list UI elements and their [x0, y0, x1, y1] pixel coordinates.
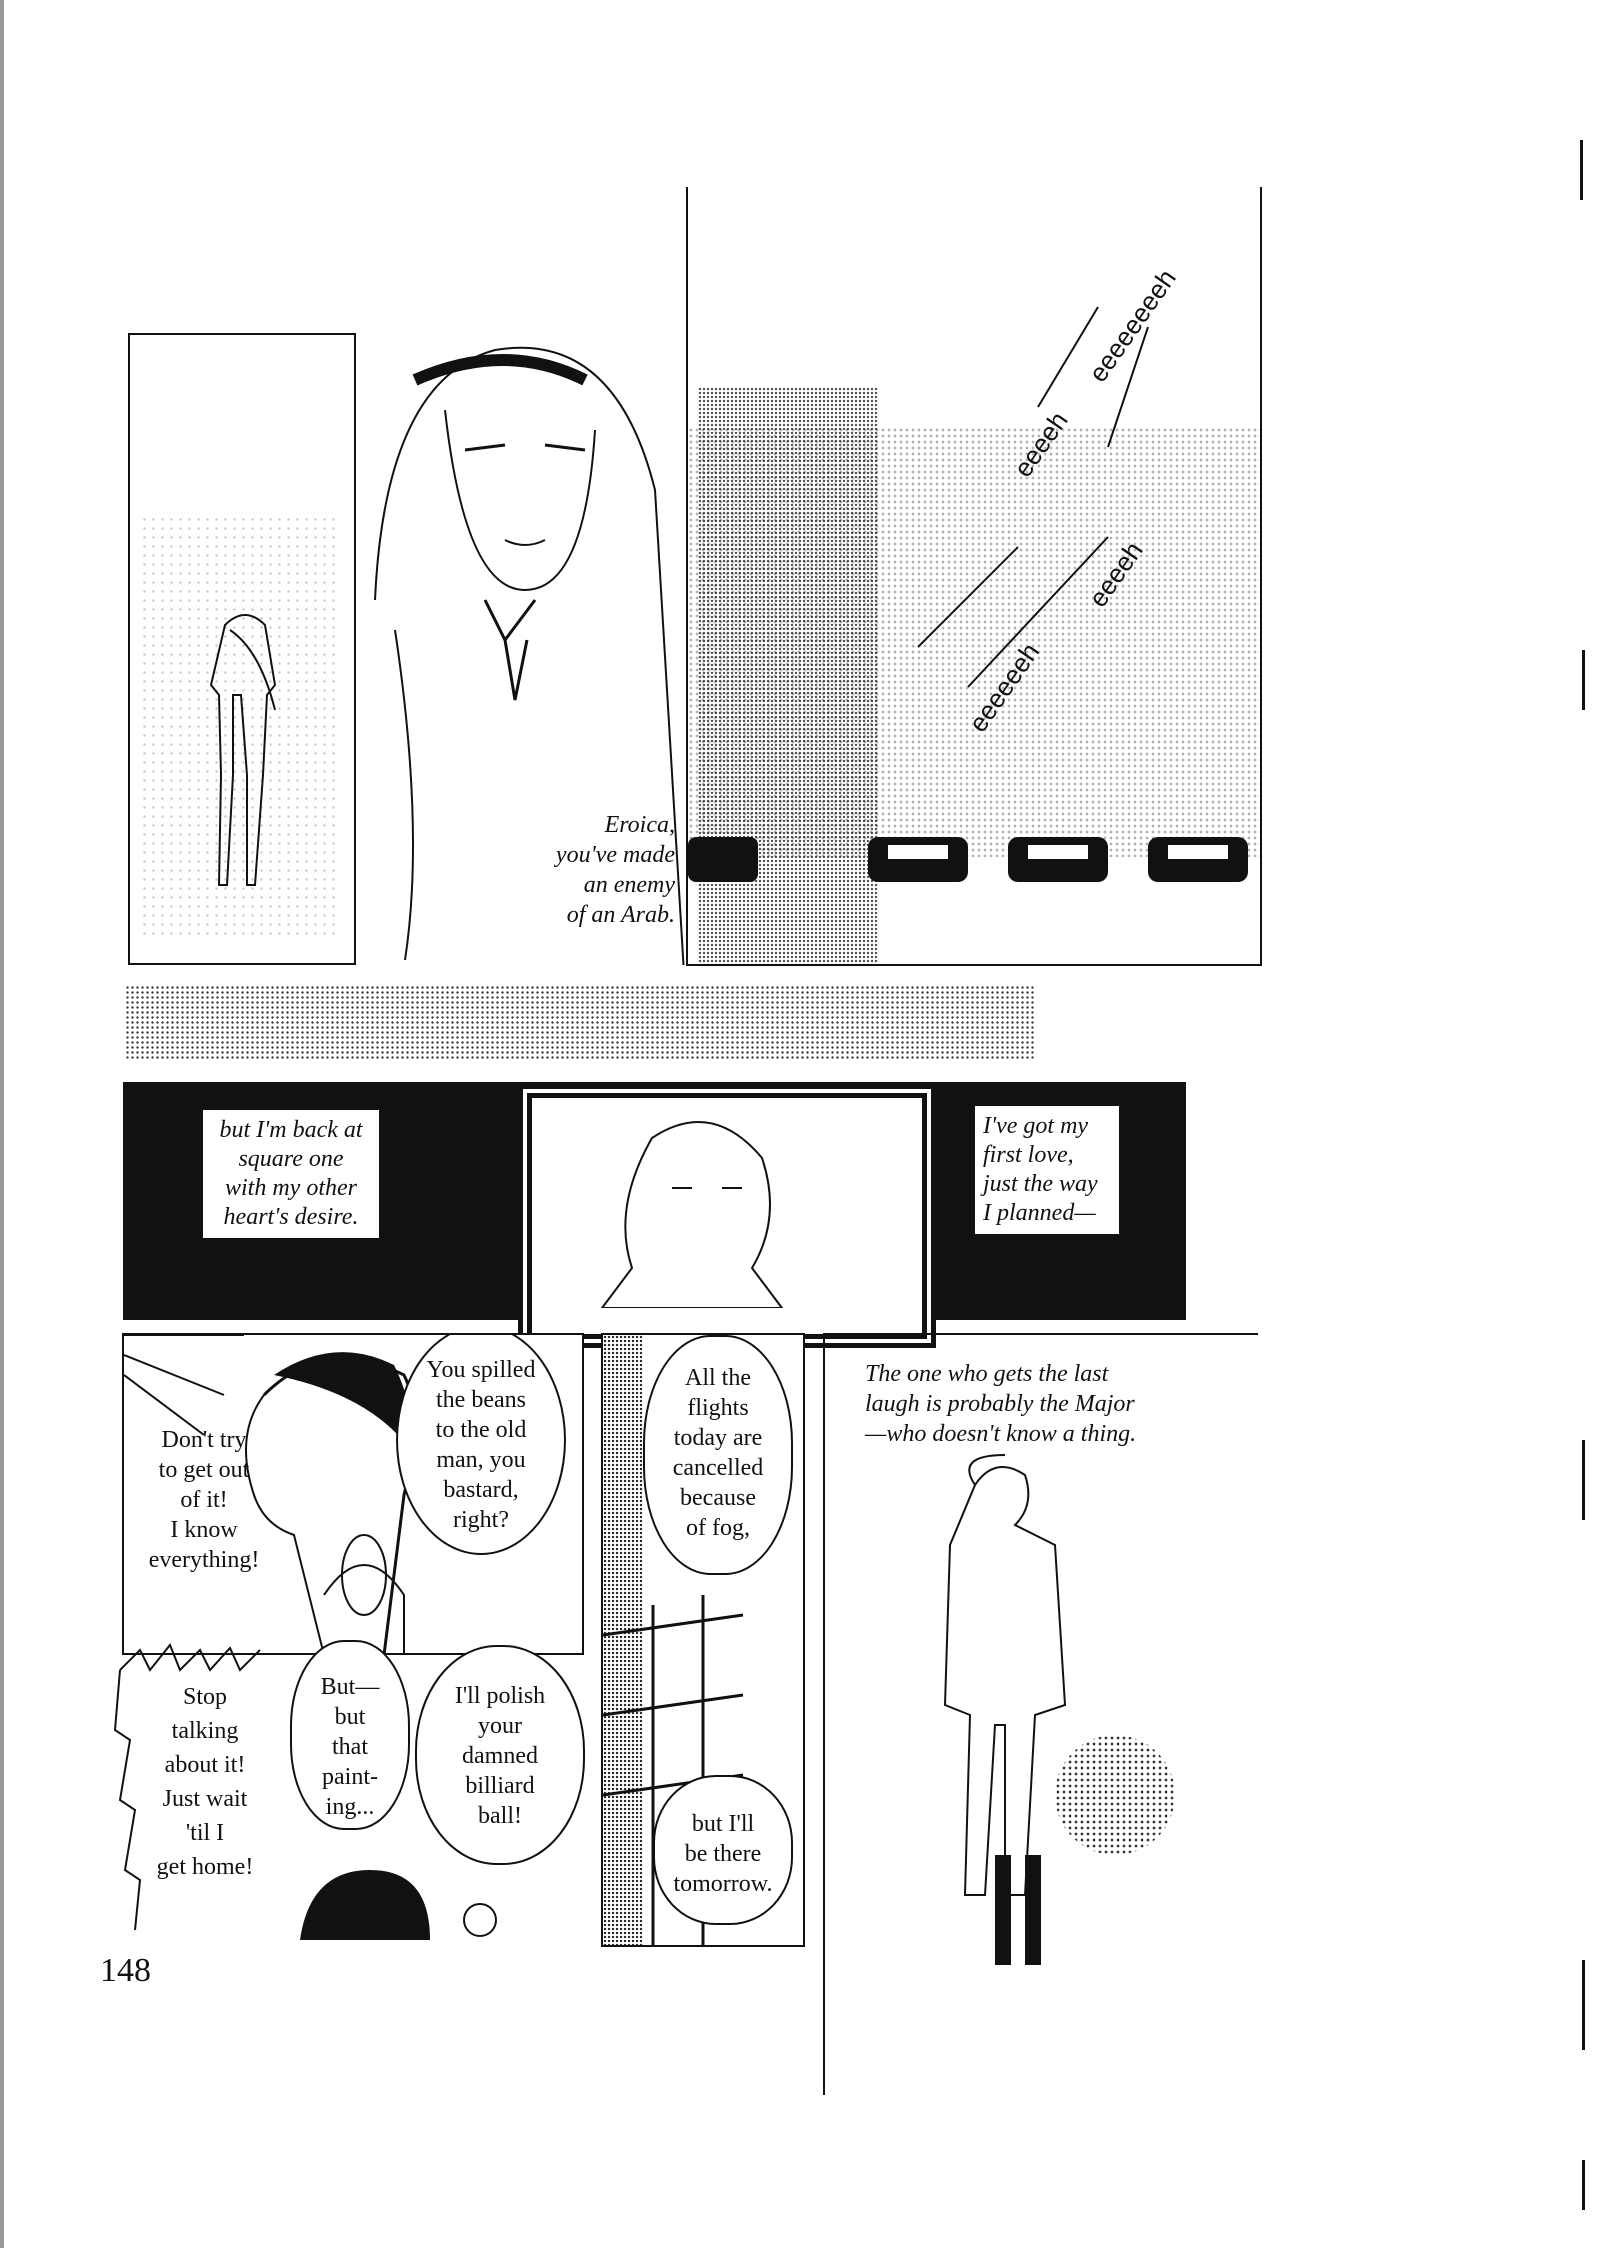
- caption-line: with my other: [225, 1175, 357, 1201]
- bubble-line: but: [334, 1704, 366, 1730]
- major-figure: [825, 1335, 1258, 2095]
- transition-band: [125, 985, 1035, 1060]
- bubble-line: today are: [673, 1425, 763, 1451]
- bubble-line: your: [478, 1713, 522, 1739]
- caption-line: just the way: [983, 1171, 1098, 1197]
- bubble-line: man, you: [436, 1447, 526, 1473]
- bubble-line: You spilled: [426, 1357, 536, 1383]
- bubble-line: of fog,: [686, 1515, 750, 1541]
- margin-mark: [1580, 140, 1583, 200]
- bubble-line: I'll polish: [454, 1683, 546, 1709]
- bubble-line: because: [680, 1485, 756, 1511]
- caption-line: but I'm back at: [219, 1117, 363, 1143]
- panel-angry-shout: [110, 1640, 600, 1950]
- bubble-line: to get out: [158, 1457, 250, 1483]
- bubble-line: billiard: [465, 1773, 535, 1799]
- bubble-line: but I'll: [691, 1811, 755, 1837]
- street-cars: [688, 187, 1260, 964]
- caption-line: heart's desire.: [223, 1204, 359, 1230]
- bubble-line: be there: [684, 1841, 762, 1867]
- bubble-line: 'til I: [185, 1820, 225, 1846]
- bubble-line: Stop: [182, 1684, 227, 1710]
- bubble-line: Don't try: [161, 1427, 247, 1453]
- bubble-line: of it!: [180, 1487, 228, 1513]
- bubble-line: I know: [170, 1517, 238, 1543]
- bubble-line: ball!: [478, 1803, 522, 1829]
- bubble-line: to the old: [435, 1417, 527, 1443]
- caption-line: of an Arab.: [566, 902, 675, 928]
- bubble-line: flights: [687, 1395, 749, 1421]
- walking-figure: [130, 335, 354, 963]
- bubble-line: paint-: [322, 1764, 378, 1790]
- portrait-drawing: [532, 1098, 892, 1308]
- bubble-line: Just wait: [162, 1786, 248, 1812]
- panel-phone-call: [122, 1333, 584, 1655]
- bubble-line: cancelled: [672, 1455, 764, 1481]
- margin-mark: [1582, 1440, 1585, 1520]
- panel-arab-portrait: [355, 300, 685, 965]
- caption-line: —who doesn't know a thing.: [865, 1421, 1137, 1447]
- caption-line: square one: [238, 1146, 344, 1172]
- sfx-eeeeeeh: eeeeeeh: [962, 637, 1046, 738]
- bubble-stop-talking: [130, 1680, 280, 1884]
- bubble-line: everything!: [148, 1547, 260, 1573]
- ornate-frame: [518, 1084, 936, 1348]
- bubble-line: bastard,: [443, 1477, 519, 1503]
- bubble-line: that: [332, 1734, 368, 1760]
- caption-line: I've got my: [983, 1113, 1089, 1139]
- bubble-flights-cancelled: [643, 1335, 793, 1575]
- caption-line: an enemy: [583, 872, 675, 898]
- sfx-eeeeh-1: eeeeh: [1007, 405, 1074, 483]
- panel-arab-walking: [128, 333, 356, 965]
- caption-eroica: [505, 810, 675, 930]
- bubble-polish-billiard: [415, 1645, 585, 1865]
- caption-line: first love,: [983, 1142, 1074, 1168]
- margin-mark: [0, 0, 4, 2248]
- panel-portrait-frame: [123, 1082, 1186, 1320]
- caption-line: you've made: [555, 842, 675, 868]
- bubble-there-tomorrow: [653, 1775, 793, 1925]
- bubble-line: tomorrow.: [673, 1871, 773, 1897]
- bubble-line: about it!: [164, 1752, 246, 1778]
- page-number: 148: [100, 1952, 151, 1989]
- sfx-eeeeeeeeh: eeeeeeeeh: [1082, 263, 1182, 388]
- caption-square-one: [201, 1108, 381, 1240]
- bubble-line: ing...: [325, 1794, 375, 1820]
- caption-line: Eroica,: [604, 812, 675, 838]
- panel-flights: [601, 1333, 805, 1947]
- bubble-line: get home!: [156, 1854, 254, 1880]
- bubble-line: right?: [453, 1507, 509, 1533]
- bubble-spilled-beans: [396, 1333, 566, 1555]
- sfx-eeeeh-2: eeeeh: [1082, 535, 1149, 613]
- caption-line: laugh is probably the Major: [865, 1391, 1135, 1417]
- margin-mark: [1582, 2160, 1585, 2210]
- bubble-line: All the: [685, 1365, 751, 1391]
- margin-mark: [1582, 1960, 1585, 2050]
- bubble-line: talking: [171, 1718, 239, 1744]
- panel-arab-street: [686, 187, 1262, 966]
- caption-first-love: [973, 1104, 1121, 1236]
- bubble-but-painting: [290, 1640, 410, 1830]
- gutter-line: [823, 1333, 825, 2093]
- margin-mark: [1582, 650, 1585, 710]
- bubble-line: damned: [462, 1743, 538, 1769]
- bubble-line: the beans: [436, 1387, 526, 1413]
- panel-last-laugh: [823, 1333, 1258, 2095]
- caption-line: The one who gets the last: [865, 1361, 1109, 1387]
- bubble-line: But—: [320, 1674, 380, 1700]
- caption-line: I planned—: [983, 1200, 1096, 1226]
- bubble-dont-try: [134, 1425, 274, 1575]
